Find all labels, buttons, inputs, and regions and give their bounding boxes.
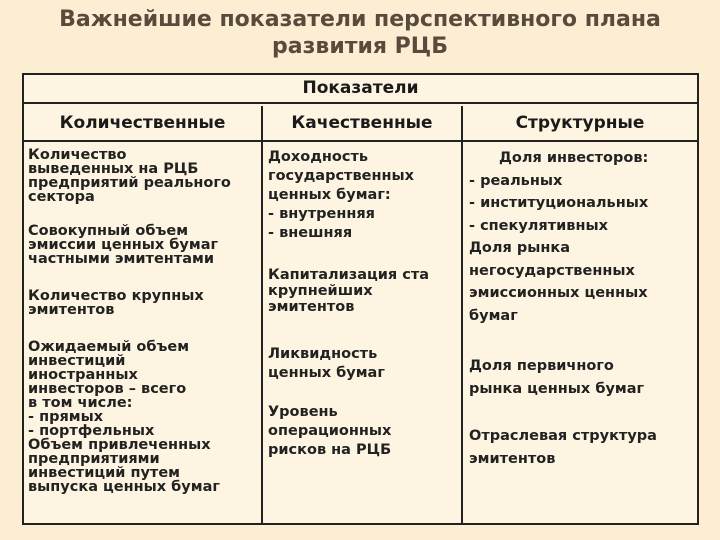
- qualitative-item: Капитализация ста крупнейших эмитентов: [268, 267, 430, 315]
- column-header-structural: Структурные: [463, 106, 697, 142]
- structural-item: Доля первичного рынка ценных бумаг: [469, 358, 645, 397]
- page-title: [0, 6, 720, 60]
- column-divider-2: [461, 106, 463, 523]
- qualitative-item: Ликвидность ценных бумаг: [268, 346, 385, 381]
- title-line-1: Важнейшие показатели перспективного плана: [59, 7, 661, 32]
- quantitative-item: Ожидаемый объем инвестиций иностранных инвесторов – всего в том числе: - прямых - портфельных Объем привлеченных предприятиями инвестиций путем выпуска ценных бумаг: [28, 339, 220, 495]
- column-header-quantitative: Количественные: [24, 106, 261, 142]
- quantitative-item: Количество крупных эмитентов: [28, 288, 204, 318]
- quantitative-item: Количество выведенных на РЦБ предприятий реального сектора: [28, 147, 231, 205]
- qualitative-item: Доходность государственных ценных бумаг: - внутренняя - внешняя: [268, 149, 414, 241]
- table-header: Показатели: [24, 75, 697, 104]
- column-divider-1: [261, 106, 263, 523]
- title-line-2: развития РЦБ: [272, 34, 448, 59]
- column-header-qualitative: Качественные: [263, 106, 461, 142]
- indicators-table: [22, 73, 699, 525]
- structural-item: Отраслевая структура эмитентов: [469, 428, 657, 467]
- structural-item: Доля инвесторов: - реальных - институциональных - спекулятивных Доля рынка негосударственных эмиссионных ценных бумаг: [469, 150, 649, 324]
- quantitative-item: Совокупный объем эмиссии ценных бумаг частными эмитентами: [28, 223, 219, 267]
- qualitative-item: Уровень операционных рисков на РЦБ: [268, 404, 392, 458]
